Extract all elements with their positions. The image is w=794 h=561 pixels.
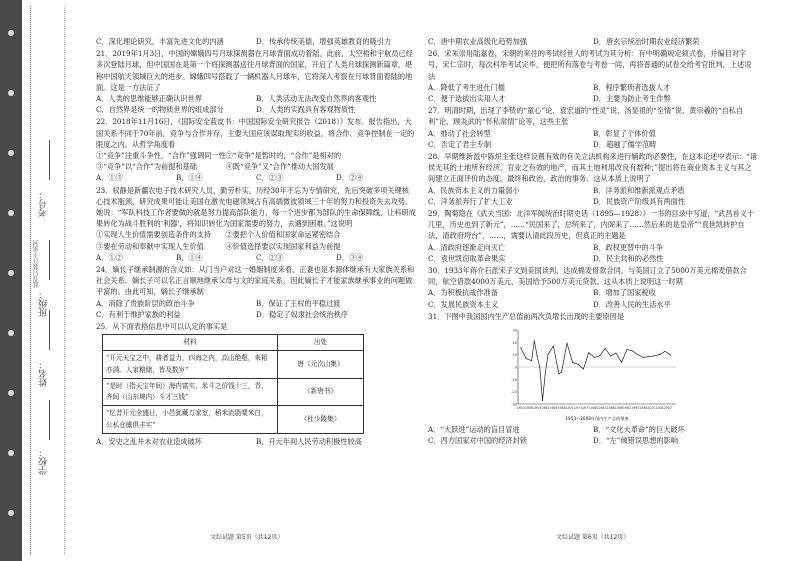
data-point [654,355,655,356]
option: C．②③ [256,252,284,262]
data-point [537,355,538,356]
data-point [539,367,540,368]
right-column [428,36,758,447]
left-column [96,36,416,448]
q25-tail [428,36,758,47]
exam-number-label: 考号： [39,190,49,217]
table-cell-source: 《杜少陵集》 [278,406,364,433]
x-tick-label: 1974 [573,406,582,411]
y-tick-label: 30 [512,328,517,333]
x-tick-label: 1995 [631,406,640,411]
table-cell-source: 唐《元次山集》 [278,351,364,378]
question-text: 31．下图中我国国内生产总值前两次负增长出现的主要原因是 [428,311,625,321]
option: A．推动了社会转型 [428,128,491,138]
data-point [561,372,562,373]
option: B．人类活动无法改变自然界的客观性 [256,94,377,104]
sub-statement: ③要在劳动和奉献中实现人生价值 ④价值选择要以实现国家利益为前提 [96,241,341,251]
table-cell-material: “是时（指天宝年间）海内富实，米斗之价钱十三，青、齐间（山东境内）斗才三钱” [103,378,278,405]
x-tick-label: 1956 [524,406,533,411]
option: C．自然界是统一的物质世界的组成部分 [96,105,224,115]
option: A．①③ [96,173,123,183]
data-point [572,362,573,363]
question-text: 27．明清时期，出现了李贽的“童心”论、袁宏道的“性灵”说、汤显祖的“至情”说、黄宗羲的“自私自利”论、顾炎武的“怀私常情”论等，这些主张 [428,106,744,127]
question-text: 30．1933年蒋介石派宋子文到美国谈判，达成棉麦借款合同，与美国订立了5000万美元棉麦借款合同，航空借款4000万美元，美国给予500万美元贷款。这从本质上说明这一时期 [428,266,747,287]
data-point [637,354,638,355]
option: C．便于选拔出实用人才 [428,94,506,104]
binding-strip [0,0,22,561]
data-point [567,343,568,344]
option: A．安史之乱并未对农业造成破坏 [96,436,202,446]
data-point [542,400,543,401]
gdp-growth-chart [504,326,680,422]
x-tick-label: 2004 [655,406,664,411]
data-point [545,373,546,374]
x-tick-label: 1983 [598,406,607,411]
question-25 [96,321,416,447]
page-footer-right: 文综试题 第6页（共12页） [556,534,630,541]
question-31 [428,311,758,447]
x-tick-label: 1986 [606,406,615,411]
y-tick-label: -20 [511,390,517,395]
x-tick-label: 1953 [516,406,525,411]
source-table [102,334,364,433]
name-line [49,310,50,350]
question-23 [96,185,416,263]
option: A．为积极抗战作准备 [428,288,498,298]
page-footer-left: 文综试题 第5页（共12页） [210,534,284,541]
x-tick-label: 1971 [565,406,574,411]
data-point [577,364,578,365]
option: C．②③ [256,173,284,183]
option: A．清政府逐渐走向灭亡 [428,242,506,252]
option: D．③④ [336,252,364,262]
question-text: 28．早期维新派中陈炽主张这样设置有效的有关立法机构来进行辅政的必要性，在这本论述中表示：“诸侯无其的土地所有经济，官业之有效的地产，而其土地利用改良有数种；”提出将在商业资本主义与其之间建立正面评价的态度，最终和政治，政治的事务。这从本质上说明了 [428,152,758,184]
q20-tail [96,36,416,47]
option: B．程序繁琐者选拔人才 [593,82,671,92]
table-cell-material: “忆昔开元全盛日，小邑犹藏万家室，稻米流脂粟米白，公私仓廪俱丰实” [103,406,278,433]
y-tick-label: 20 [512,340,517,345]
sub-statement: ①实现人生价值需要创造条件的支持 ②要把个人价值和国家命运紧密结合 [96,230,341,240]
data-point [526,358,527,359]
option: A．人类的思维能够正确认识世界 [96,94,202,104]
question-30 [428,265,758,310]
data-point [605,348,606,349]
option: A．“大跃进”运动的盲目冒进 [428,425,520,435]
x-tick-label: 1962 [541,406,550,411]
option: B．增加了国家税收 [593,288,656,298]
data-point [520,347,521,348]
y-tick-label: -10 [511,377,517,382]
x-tick-label: 2007 [663,406,672,411]
table-header-source: 出处 [278,335,364,351]
data-point [665,351,666,352]
option: B．①④ [176,173,203,183]
option: C．洋务派奔行了扩大工业 [428,196,513,206]
data-point [659,354,660,355]
question-text: 21．2019年1月3日，中国的嫦娥四号月球探测器在月球背面成功着陆。此前，太空梧和宇航员已经多次登陆月球，但中国国在是第一个将探测器送往月球背面的国家，开启了人类月球探测新篇章，堪称中国航天领域巨大的进步。嫦娥四号搭载了一辆机器人月球车，它将深入考察在月球背面着陆的地面。这是一方法证了 [96,49,413,92]
chart-title: 1953—2008年国内生产总值增速 [565,416,629,422]
option: D．超越了儒学范畴 [593,139,657,149]
question-22 [96,116,416,183]
question-27 [428,105,758,150]
option: C．深化理论研究，丰富先进文化的内涵 [96,37,224,46]
data-point [643,357,644,358]
table-cell-source: 《新唐书》 [278,378,364,405]
question-text: 25．从下面表格信息中可以认定的事实是 [96,322,228,332]
option: C．袁世凯窃取革命果实 [428,253,506,263]
option: C．西方国家对中国的经济封锁 [428,436,527,446]
option: A．民族资本主义的力量弱小 [428,185,520,195]
data-point [558,374,559,375]
seal-line [30,6,31,555]
option: D．唐玄宗统治时期农业经济繁荣 [593,37,700,46]
gdp-growth-series-line [521,341,671,401]
x-tick-label: 1968 [557,406,566,411]
option: C．否定了君主专制 [428,139,492,149]
option: A．①② [96,252,123,262]
table-row [103,406,364,433]
option: A．消除了贵族阶层的政治斗争 [96,298,195,308]
question-26 [428,48,758,104]
option: B．开元年间人民劳动积极性较高 [256,436,362,446]
x-tick-label: 1965 [549,406,558,411]
question-28 [428,151,758,207]
data-point [534,340,535,341]
question-29 [428,208,758,264]
data-point [616,353,617,354]
option: D．稳定了奴隶社会统治秩序 [256,309,349,319]
option: D．民族资产阶级具有两面性 [593,196,686,206]
data-point [626,349,627,350]
x-tick-label: 2001 [647,406,656,411]
option: C．唐中期农业高级化趋势加强 [428,37,527,46]
data-point [553,346,554,347]
option: C．有利于维护家族的利益 [96,309,181,319]
option: C．发展民族资本主义 [428,299,499,309]
question-21 [96,48,416,115]
question-text: 26．宋朱崇用陆嘉卷，宋朝的来往的考试经世人的考试为其分析：有中明确规定须式卷，并编目对字号，宋仁宗时，每次科举考试完毕，便把所有落卷与考卷一同，再将普通的试卷交给考官批判，上述说法 [428,49,752,81]
question-text: 23．权静是新疆农电子技术研究人员，勤劳朴实，历经30年不忘为专情研究，先后突破多项关键核心技术瓶颈，研究成果可能让美国在激光电磁领域占有高端微波领域三十年的努力和投资失去攻势。她说：“军队科技工作者要做的就是努力提高部队能力，每一个进步都为部队的生命保障线，让科研成果转化为战斗胜利的‘利器’，将知识转化为国家需要的努力，去遇到困难。”这说明 [96,185,416,229]
data-point [588,352,589,353]
data-point [670,355,671,356]
option: B．“文化大革命”的巨大破坏 [593,425,685,435]
option: B．洋务派和维新派观点矛盾 [593,185,685,195]
x-tick-label: 1959 [533,406,542,411]
binding-margin [0,0,80,561]
table-cell-material: “开元天宝之中，耕者益力，四海之内，高山绝壑，耒耜亦满。人家粮储，皆及数岁” [103,351,278,378]
sub-statement: ①“竞争”注重斗争性，“合作”强调同一性②“竞争”是暂时的，“合作”是相对的 [96,151,342,161]
name-label: 姓名： [39,360,49,387]
option: D．“左”倾错误思想的影响 [593,436,678,446]
data-point [594,357,595,358]
data-point [547,354,548,355]
class-line [49,240,50,280]
sub-statement: ③“竞争”以“合作”为前提和基础 ④既“竞争”又“合作”推动大国发展 [96,162,334,172]
y-tick-label: 0 [514,365,517,370]
question-24 [96,264,416,320]
exam-number-line [49,140,50,180]
school-label: 学校： [39,448,49,475]
option: B．①④ [176,252,203,262]
data-point [610,356,611,357]
data-point [621,362,622,363]
data-point [599,355,600,356]
cut-line [64,6,65,555]
x-tick-label: 1998 [639,406,648,411]
table-header-material: 材料 [103,335,278,351]
x-tick-label: 1989 [614,406,623,411]
table-row [103,351,364,378]
school-line [49,400,50,440]
option: D．主要为防止考生作弊 [593,94,671,104]
option: B．政权更替中的斗争 [593,242,663,252]
seal-text: 此卷只装订不密封 [33,240,40,288]
x-tick-label: 1980 [590,406,599,411]
data-point [583,369,584,370]
option: B．保证了王权的平稳过渡 [256,298,341,308]
data-point [632,350,633,351]
option: D．民主共和的必然性 [593,253,664,263]
option: D．②④ [336,173,364,183]
option: D．改善人民的生活水平 [593,299,671,309]
x-tick-label: 1977 [582,406,591,411]
gdp-chart-svg [504,326,680,422]
question-text: 29．陶菊隐在《武夫当国：北洋军阀统治时期史话（1895—1928）》一书的目录中写道，“武昌首义十几里，历史也到了新元”，……“民国来了，总统来了，内阁来了……然后来的是皇帝”“袁世凯转护自法，清政府垮台”，……，需要认清此段历史，但真正的主题是 [428,209,755,241]
x-tick-label: 1992 [622,406,632,411]
option: D．传承传统美德，增强英雄教育的吸引力 [256,37,392,46]
data-point [648,356,649,357]
question-text: 22．2018年11月16日，《国际安全蓝皮书：中国国际安全研究报告（2018）》发布。报告指出，大国关系不同于70年前，竞争与合作并存，主要大国应该谋取现实的收益，将合作、竞争控制在一定的限度之内。从哲学角度看 [96,117,415,149]
option: B．彰显了个体价值 [593,128,656,138]
table-row [103,378,364,405]
y-tick-label: 10 [512,353,517,358]
question-text: 24．嫡长子继承制源的含义如：从门当户对这一婚姻制度来看，正妻也是本源体继承有大家族关系和社会关系。嫡长子可以名正言顺地继承父母与文的家庭关系，因此嫡长子才能家族继承事业的问题做平富的。由此可知，嫡长子继承制 [96,265,415,297]
option: A．降低了考生进仕门槛 [428,82,506,92]
y-tick-label: -30 [511,402,517,407]
option: D．人类的实践具有客观物质性 [256,105,356,115]
class-label: 班级： [39,290,49,317]
data-point [531,360,532,361]
